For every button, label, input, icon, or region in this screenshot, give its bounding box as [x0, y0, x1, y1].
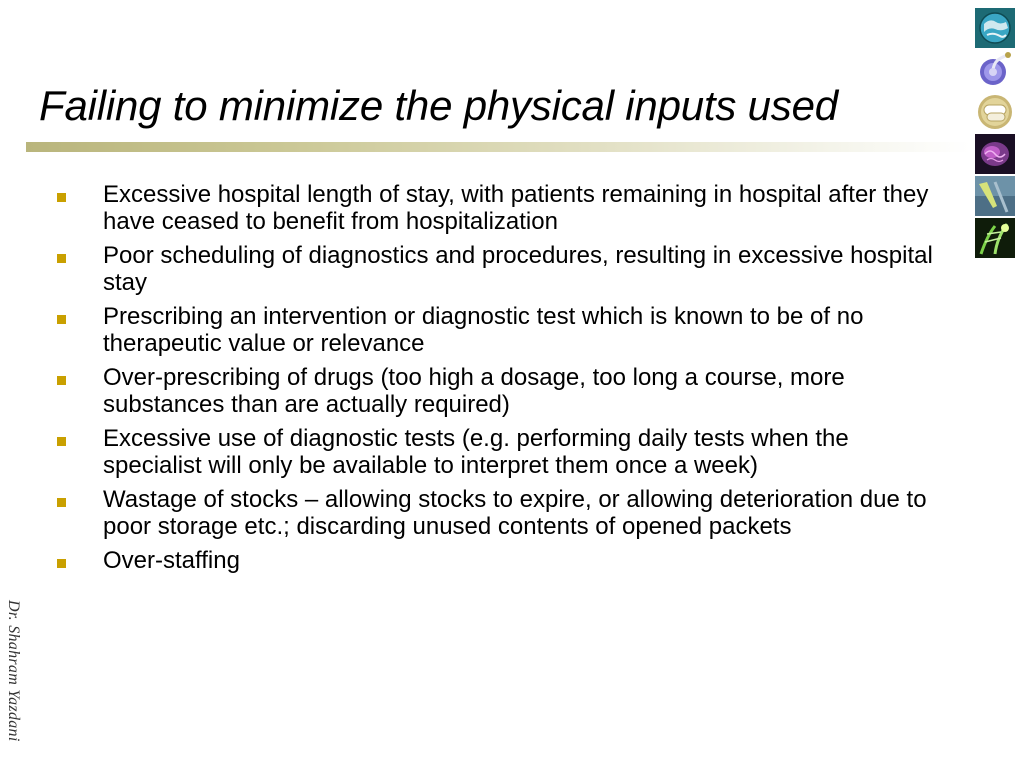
list-item: [57, 181, 957, 235]
medical-image-icon: [975, 176, 1015, 216]
bullet-square-icon: [57, 193, 66, 202]
bullet-square-icon: [57, 254, 66, 263]
list-item: [57, 303, 957, 357]
list-item: [57, 486, 957, 540]
bullet-square-icon: [57, 437, 66, 446]
bullet-square-icon: [57, 559, 66, 568]
bullet-list: [57, 181, 957, 581]
bullet-text: Over-staffing: [103, 547, 240, 574]
slide-title: Failing to minimize the physical inputs used: [39, 82, 838, 129]
bullet-text: Prescribing an intervention or diagnostic test which is known to be of no therapeutic value or relevance: [103, 303, 864, 357]
list-item: [57, 425, 957, 479]
bullet-text: Poor scheduling of diagnostics and procedures, resulting in excessive hospital stay: [103, 242, 933, 296]
stethoscope-icon: [975, 50, 1015, 90]
molecule-icon: [975, 218, 1015, 258]
decorative-image-strip: [975, 8, 1017, 260]
bullet-text: Wastage of stocks – allowing stocks to expire, or allowing deterioration due to poor storage etc.; discarding unused contents of opened packets: [103, 486, 927, 540]
brain-scan-icon: [975, 134, 1015, 174]
bullet-text: Excessive hospital length of stay, with patients remaining in hospital after they have ceased to benefit from hospitalization: [103, 181, 929, 235]
author-credit: Dr. Shahram Yazdani: [5, 600, 22, 742]
bullet-text: Over-prescribing of drugs (too high a dosage, too long a course, more substances than are actually required): [103, 364, 845, 418]
bullet-text: Excessive use of diagnostic tests (e.g. performing daily tests when the specialist will only be available to interpret them once a week): [103, 425, 849, 479]
bullet-square-icon: [57, 376, 66, 385]
bullet-square-icon: [57, 498, 66, 507]
globe-icon: [975, 8, 1015, 48]
list-item: [57, 547, 957, 574]
list-item: [57, 242, 957, 296]
pills-icon: [975, 92, 1015, 132]
list-item: [57, 364, 957, 418]
title-underline-divider: [26, 142, 970, 152]
bullet-square-icon: [57, 315, 66, 324]
